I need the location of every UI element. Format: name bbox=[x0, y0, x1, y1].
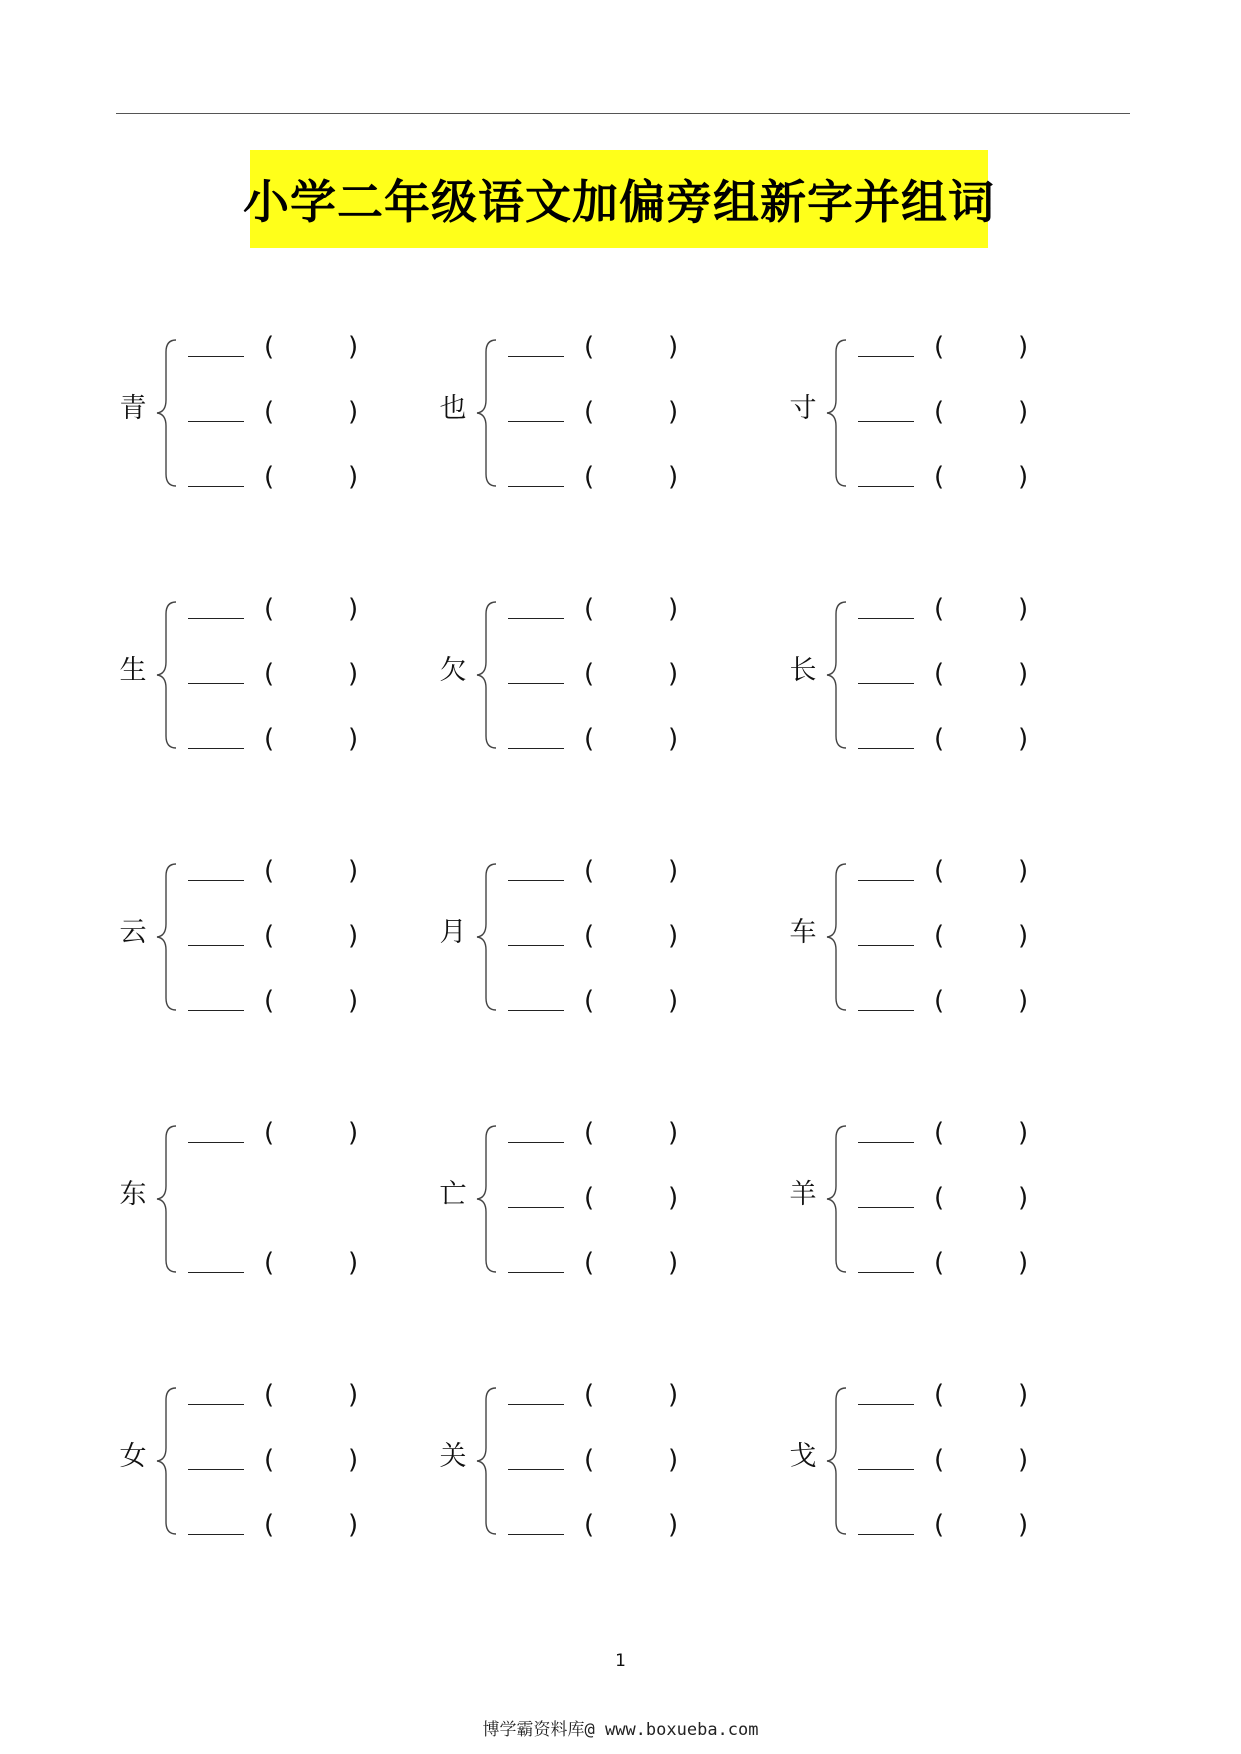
base-character: 月 bbox=[439, 917, 467, 948]
answer-slot bbox=[858, 1445, 1058, 1481]
char-group bbox=[116, 848, 416, 1018]
new-character-blank[interactable] bbox=[858, 421, 914, 422]
new-character-blank[interactable] bbox=[188, 1142, 244, 1143]
open-paren: ( bbox=[264, 1380, 275, 1410]
open-paren: ( bbox=[584, 1445, 595, 1475]
close-paren: ) bbox=[348, 332, 359, 362]
close-paren: ) bbox=[348, 986, 359, 1016]
close-paren: ) bbox=[348, 659, 359, 689]
close-paren: ) bbox=[1018, 594, 1029, 624]
open-paren: ( bbox=[934, 1248, 945, 1278]
new-character-blank[interactable] bbox=[188, 1404, 244, 1405]
answer-slot bbox=[858, 986, 1058, 1022]
close-paren: ) bbox=[1018, 856, 1029, 886]
open-paren: ( bbox=[584, 332, 595, 362]
answer-slot bbox=[188, 462, 388, 498]
close-paren: ) bbox=[1018, 1510, 1029, 1540]
answer-slot bbox=[508, 724, 708, 760]
answer-slot bbox=[188, 724, 388, 760]
close-paren: ) bbox=[348, 1510, 359, 1540]
answer-slot bbox=[858, 462, 1058, 498]
base-character: 青 bbox=[119, 393, 147, 424]
open-paren: ( bbox=[264, 1445, 275, 1475]
answer-slot bbox=[188, 921, 388, 957]
open-paren: ( bbox=[584, 856, 595, 886]
char-group bbox=[786, 324, 1086, 494]
base-character: 亡 bbox=[439, 1179, 467, 1210]
open-paren: ( bbox=[584, 1510, 595, 1540]
answer-slot bbox=[188, 332, 388, 368]
footer-watermark: 博学霸资料库@ www.boxueba.com bbox=[482, 1720, 759, 1740]
open-paren: ( bbox=[264, 659, 275, 689]
curly-brace-icon bbox=[824, 1386, 848, 1536]
close-paren: ) bbox=[348, 724, 359, 754]
curly-brace-icon bbox=[154, 1124, 178, 1274]
new-character-blank[interactable] bbox=[188, 748, 244, 749]
answer-slot bbox=[508, 397, 708, 433]
char-group bbox=[436, 1110, 736, 1280]
new-character-blank[interactable] bbox=[858, 748, 914, 749]
close-paren: ) bbox=[668, 921, 679, 951]
char-group bbox=[786, 1372, 1086, 1542]
new-character-blank[interactable] bbox=[508, 618, 564, 619]
answer-slot bbox=[508, 1380, 708, 1416]
close-paren: ) bbox=[668, 1248, 679, 1278]
new-character-blank[interactable] bbox=[858, 356, 914, 357]
answer-slot bbox=[188, 986, 388, 1022]
curly-brace-icon bbox=[154, 862, 178, 1012]
char-group bbox=[786, 1110, 1086, 1280]
close-paren: ) bbox=[1018, 1248, 1029, 1278]
new-character-blank[interactable] bbox=[188, 1010, 244, 1011]
new-character-blank[interactable] bbox=[508, 1534, 564, 1535]
curly-brace-icon bbox=[474, 862, 498, 1012]
curly-brace-icon bbox=[474, 338, 498, 488]
close-paren: ) bbox=[668, 659, 679, 689]
curly-brace-icon bbox=[474, 1386, 498, 1536]
open-paren: ( bbox=[934, 332, 945, 362]
answer-slot bbox=[188, 659, 388, 695]
close-paren: ) bbox=[1018, 1380, 1029, 1410]
open-paren: ( bbox=[584, 921, 595, 951]
open-paren: ( bbox=[264, 1118, 275, 1148]
open-paren: ( bbox=[934, 397, 945, 427]
open-paren: ( bbox=[934, 986, 945, 1016]
char-group bbox=[116, 1110, 416, 1280]
new-character-blank[interactable] bbox=[188, 945, 244, 946]
new-character-blank[interactable] bbox=[188, 486, 244, 487]
close-paren: ) bbox=[348, 1248, 359, 1278]
answer-slot bbox=[858, 1380, 1058, 1416]
close-paren: ) bbox=[348, 856, 359, 886]
open-paren: ( bbox=[584, 724, 595, 754]
close-paren: ) bbox=[1018, 1445, 1029, 1475]
answer-slot bbox=[508, 594, 708, 630]
answer-slot bbox=[508, 462, 708, 498]
answer-slot bbox=[508, 856, 708, 892]
open-paren: ( bbox=[934, 1183, 945, 1213]
answer-slot bbox=[188, 1510, 388, 1546]
answer-slot bbox=[188, 594, 388, 630]
new-character-blank[interactable] bbox=[188, 880, 244, 881]
base-character: 长 bbox=[789, 655, 817, 686]
base-character: 云 bbox=[119, 917, 147, 948]
close-paren: ) bbox=[348, 397, 359, 427]
close-paren: ) bbox=[348, 1118, 359, 1148]
answer-slot bbox=[508, 1445, 708, 1481]
new-character-blank[interactable] bbox=[188, 683, 244, 684]
new-character-blank[interactable] bbox=[508, 1207, 564, 1208]
base-character: 戈 bbox=[789, 1441, 817, 1472]
close-paren: ) bbox=[1018, 462, 1029, 492]
open-paren: ( bbox=[934, 921, 945, 951]
answer-slot bbox=[858, 856, 1058, 892]
answer-slot bbox=[508, 1510, 708, 1546]
close-paren: ) bbox=[1018, 724, 1029, 754]
open-paren: ( bbox=[584, 1380, 595, 1410]
new-character-blank[interactable] bbox=[508, 486, 564, 487]
answer-slot bbox=[858, 1183, 1058, 1219]
answer-slot bbox=[188, 1118, 388, 1154]
open-paren: ( bbox=[264, 332, 275, 362]
new-character-blank[interactable] bbox=[188, 421, 244, 422]
answer-slot bbox=[508, 921, 708, 957]
close-paren: ) bbox=[1018, 332, 1029, 362]
curly-brace-icon bbox=[154, 1386, 178, 1536]
new-character-blank[interactable] bbox=[188, 618, 244, 619]
answer-slot bbox=[858, 659, 1058, 695]
open-paren: ( bbox=[934, 659, 945, 689]
open-paren: ( bbox=[934, 856, 945, 886]
base-character: 羊 bbox=[789, 1179, 817, 1210]
close-paren: ) bbox=[348, 1380, 359, 1410]
page-title: 小学二年级语文加偏旁组新字并组词 bbox=[243, 175, 995, 229]
answer-slot bbox=[858, 921, 1058, 957]
answer-slot bbox=[858, 1248, 1058, 1284]
open-paren: ( bbox=[584, 986, 595, 1016]
close-paren: ) bbox=[1018, 986, 1029, 1016]
base-character: 女 bbox=[119, 1441, 147, 1472]
close-paren: ) bbox=[668, 1380, 679, 1410]
char-group bbox=[116, 1372, 416, 1542]
curly-brace-icon bbox=[824, 862, 848, 1012]
close-paren: ) bbox=[348, 594, 359, 624]
new-character-blank[interactable] bbox=[858, 1272, 914, 1273]
page-number: 1 bbox=[615, 1651, 626, 1671]
open-paren: ( bbox=[934, 1510, 945, 1540]
open-paren: ( bbox=[934, 594, 945, 624]
answer-slot bbox=[188, 856, 388, 892]
curly-brace-icon bbox=[474, 600, 498, 750]
open-paren: ( bbox=[934, 724, 945, 754]
new-character-blank[interactable] bbox=[508, 1272, 564, 1273]
open-paren: ( bbox=[934, 1118, 945, 1148]
answer-slot bbox=[188, 1380, 388, 1416]
close-paren: ) bbox=[668, 1118, 679, 1148]
open-paren: ( bbox=[264, 462, 275, 492]
close-paren: ) bbox=[668, 1510, 679, 1540]
close-paren: ) bbox=[668, 397, 679, 427]
new-character-blank[interactable] bbox=[858, 1469, 914, 1470]
new-character-blank[interactable] bbox=[188, 1469, 244, 1470]
new-character-blank[interactable] bbox=[508, 1142, 564, 1143]
answer-slot bbox=[508, 659, 708, 695]
new-character-blank[interactable] bbox=[858, 945, 914, 946]
open-paren: ( bbox=[584, 659, 595, 689]
answer-slot bbox=[858, 1118, 1058, 1154]
base-character: 也 bbox=[439, 393, 467, 424]
open-paren: ( bbox=[584, 1183, 595, 1213]
close-paren: ) bbox=[668, 332, 679, 362]
open-paren: ( bbox=[264, 1248, 275, 1278]
open-paren: ( bbox=[264, 397, 275, 427]
new-character-blank[interactable] bbox=[188, 1534, 244, 1535]
close-paren: ) bbox=[668, 724, 679, 754]
base-character: 欠 bbox=[439, 655, 467, 686]
answer-slot bbox=[508, 332, 708, 368]
open-paren: ( bbox=[934, 1380, 945, 1410]
open-paren: ( bbox=[934, 462, 945, 492]
open-paren: ( bbox=[264, 986, 275, 1016]
base-character: 关 bbox=[439, 1441, 467, 1472]
new-character-blank[interactable] bbox=[508, 1469, 564, 1470]
char-group bbox=[436, 1372, 736, 1542]
open-paren: ( bbox=[264, 921, 275, 951]
char-group bbox=[116, 586, 416, 756]
char-group bbox=[436, 324, 736, 494]
new-character-blank[interactable] bbox=[508, 1404, 564, 1405]
close-paren: ) bbox=[668, 1183, 679, 1213]
new-character-blank[interactable] bbox=[188, 356, 244, 357]
answer-slot bbox=[858, 332, 1058, 368]
answer-slot bbox=[858, 1510, 1058, 1546]
new-character-blank[interactable] bbox=[508, 1010, 564, 1011]
base-character: 寸 bbox=[789, 393, 817, 424]
answer-slot bbox=[188, 1445, 388, 1481]
new-character-blank[interactable] bbox=[508, 945, 564, 946]
curly-brace-icon bbox=[154, 338, 178, 488]
open-paren: ( bbox=[264, 594, 275, 624]
close-paren: ) bbox=[348, 921, 359, 951]
open-paren: ( bbox=[264, 724, 275, 754]
close-paren: ) bbox=[1018, 1118, 1029, 1148]
close-paren: ) bbox=[348, 1445, 359, 1475]
close-paren: ) bbox=[1018, 921, 1029, 951]
char-group bbox=[786, 848, 1086, 1018]
base-character: 东 bbox=[119, 1179, 147, 1210]
open-paren: ( bbox=[934, 1445, 945, 1475]
char-group bbox=[116, 324, 416, 494]
open-paren: ( bbox=[264, 1510, 275, 1540]
open-paren: ( bbox=[584, 397, 595, 427]
close-paren: ) bbox=[348, 462, 359, 492]
close-paren: ) bbox=[668, 1445, 679, 1475]
answer-slot bbox=[858, 724, 1058, 760]
answer-slot bbox=[508, 986, 708, 1022]
new-character-blank[interactable] bbox=[508, 683, 564, 684]
new-character-blank[interactable] bbox=[858, 486, 914, 487]
close-paren: ) bbox=[668, 594, 679, 624]
close-paren: ) bbox=[1018, 1183, 1029, 1213]
close-paren: ) bbox=[668, 856, 679, 886]
answer-slot bbox=[188, 1248, 388, 1284]
char-group bbox=[786, 586, 1086, 756]
new-character-blank[interactable] bbox=[858, 1207, 914, 1208]
base-character: 生 bbox=[119, 655, 147, 686]
answer-slot bbox=[508, 1248, 708, 1284]
close-paren: ) bbox=[668, 986, 679, 1016]
new-character-blank[interactable] bbox=[858, 683, 914, 684]
base-character: 车 bbox=[789, 917, 817, 948]
new-character-blank[interactable] bbox=[188, 1272, 244, 1273]
open-paren: ( bbox=[584, 594, 595, 624]
close-paren: ) bbox=[1018, 659, 1029, 689]
new-character-blank[interactable] bbox=[858, 1534, 914, 1535]
char-group bbox=[436, 848, 736, 1018]
new-character-blank[interactable] bbox=[858, 1404, 914, 1405]
open-paren: ( bbox=[264, 856, 275, 886]
new-character-blank[interactable] bbox=[858, 880, 914, 881]
open-paren: ( bbox=[584, 1118, 595, 1148]
new-character-blank[interactable] bbox=[508, 880, 564, 881]
new-character-blank[interactable] bbox=[858, 618, 914, 619]
curly-brace-icon bbox=[474, 1124, 498, 1274]
close-paren: ) bbox=[1018, 397, 1029, 427]
char-group bbox=[436, 586, 736, 756]
new-character-blank[interactable] bbox=[508, 356, 564, 357]
curly-brace-icon bbox=[154, 600, 178, 750]
open-paren: ( bbox=[584, 1248, 595, 1278]
new-character-blank[interactable] bbox=[858, 1010, 914, 1011]
answer-slot bbox=[508, 1183, 708, 1219]
close-paren: ) bbox=[668, 462, 679, 492]
curly-brace-icon bbox=[824, 600, 848, 750]
curly-brace-icon bbox=[824, 338, 848, 488]
answer-slot bbox=[858, 594, 1058, 630]
new-character-blank[interactable] bbox=[858, 1142, 914, 1143]
answer-slot bbox=[858, 397, 1058, 433]
open-paren: ( bbox=[584, 462, 595, 492]
new-character-blank[interactable] bbox=[508, 748, 564, 749]
curly-brace-icon bbox=[824, 1124, 848, 1274]
new-character-blank[interactable] bbox=[508, 421, 564, 422]
answer-slot bbox=[188, 397, 388, 433]
answer-slot bbox=[508, 1118, 708, 1154]
